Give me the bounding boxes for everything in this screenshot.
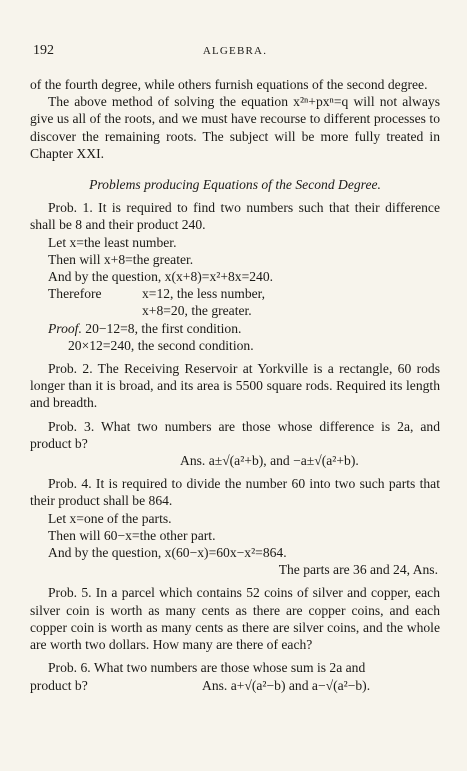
running-title: ALGEBRA. xyxy=(202,45,268,57)
problem-1-proof xyxy=(30,320,440,337)
problem-4-step: Then will 60−x=the other part. xyxy=(48,527,216,543)
paragraph-intro-2: The above method of solving the equation x²ⁿ+pxⁿ=q will not always give us all of the roots, and we must have recourse to different processes to discover the remaining roots. The subject will be more fully treated in Chapter XXI. xyxy=(30,94,440,161)
problem-1-statement: Prob. 1. It is required to find two numbers such that their difference shall be 8 and their product 240. xyxy=(30,200,440,233)
problem-1-step: Let x=the least number. xyxy=(48,234,177,250)
section-title: Problems producing Equations of the Second Degree. xyxy=(89,177,381,193)
problem-5-statement: Prob. 5. In a parcel which contains 52 coins of silver and copper, each silver coin is worth as many cents as there are copper coins, and each copper coin is worth as many cents as there are silver coins, and the whole are worth two dollars. How many are there of each? xyxy=(30,585,440,653)
problem-4-step: Let x=one of the parts. xyxy=(48,510,172,526)
paragraph-intro-1: of the fourth degree, while others furnish equations of the second degree. xyxy=(30,77,428,92)
therefore-value: x=12, the less number, xyxy=(142,286,266,302)
problem-4-step: And by the question, x(60−x)=60x−x²=864. xyxy=(48,545,287,561)
page-number: 192 xyxy=(33,43,54,58)
problem-2-statement: Prob. 2. The Receiving Reservoir at Yorkville is a rectangle, 60 rods longer than it is broad, and its area is 5500 square rods. Required its length and breadth. xyxy=(30,361,440,411)
problem-1-step: Then will x+8=the greater. xyxy=(48,251,194,267)
problem-1-therefore xyxy=(30,285,440,302)
problem-1-step: And by the question, x(x+8)=x²+8x=240. xyxy=(48,269,274,285)
problem-6-statement: Prob. 6. What two numbers are those whose sum is 2a and xyxy=(48,660,366,676)
problem-6-continued xyxy=(30,677,440,694)
running-head xyxy=(30,42,440,60)
proof-label: Proof. xyxy=(48,320,82,336)
therefore-label: Therefore xyxy=(48,286,102,302)
problem-6-question-end: product b? xyxy=(30,677,88,693)
problem-3-answer: Ans. a±√(a²+b), and −a±√(a²+b). xyxy=(180,453,359,469)
problem-6-answer: Ans. a+√(a²−b) and a−√(a²−b). xyxy=(202,677,371,693)
problem-4-answer: The parts are 36 and 24, Ans. xyxy=(278,562,438,578)
problem-3-statement: Prob. 3. What two numbers are those whose difference is 2a, and product b? xyxy=(30,418,440,451)
problem-4-statement: Prob. 4. It is required to divide the number 60 into two such parts that their product shall be 864. xyxy=(30,476,440,509)
proof-condition-1: 20−12=8, the first condition. xyxy=(85,320,242,336)
proof-condition-2: 20×12=240, the second condition. xyxy=(68,337,254,353)
problem-1-greater: x+8=20, the greater. xyxy=(142,303,252,319)
